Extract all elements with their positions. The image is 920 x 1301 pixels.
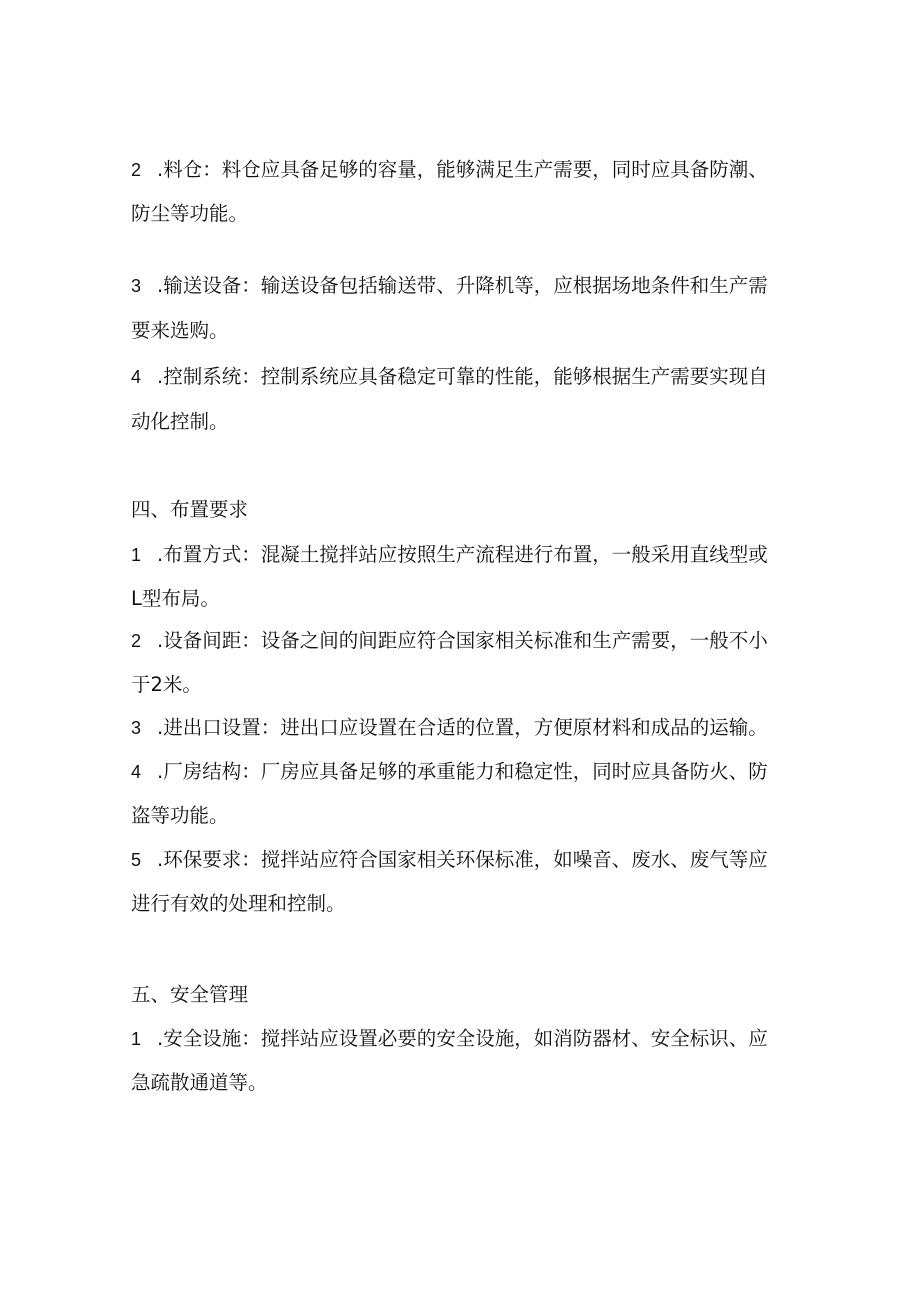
item-text: .控制系统：控制系统应具备稳定可靠的性能，能够根据生产需要实现自 xyxy=(157,365,768,388)
s5-item-1-line-2 xyxy=(131,1070,791,1096)
s4-item-5-line-2 xyxy=(131,891,791,917)
item-number: 5 xyxy=(131,850,142,870)
s4-item-3-line-1 xyxy=(131,715,791,741)
item-text: 进行有效的处理和控制。 xyxy=(131,892,346,915)
item-number: 3 xyxy=(131,718,142,738)
item-number: 1 xyxy=(131,545,142,565)
item-text: .环保要求：搅拌站应符合国家相关环保标准，如噪音、废水、废气等应 xyxy=(157,848,768,871)
item-text: .安全设施：搅拌站应设置必要的安全设施，如消防器材、安全标识、应 xyxy=(157,1027,768,1050)
s5-item-1-line-1 xyxy=(131,1026,791,1052)
item-4-line-1 xyxy=(131,364,791,390)
s4-item-4-line-2 xyxy=(131,803,791,829)
item-text: 动化控制。 xyxy=(131,410,229,433)
item-text: .设备间距：设备之间的间距应符合国家相关标准和生产需要，一般不小 xyxy=(157,629,768,652)
item-text: .布置方式：混凝土搅拌站应按照生产流程进行布置，一般采用直线型或 xyxy=(157,543,768,566)
item-text: .进出口设置：进出口应设置在合适的位置，方便原材料和成品的运输。 xyxy=(157,716,768,739)
item-number: 2 xyxy=(131,631,142,651)
item-2-line-2 xyxy=(131,201,791,227)
s4-item-2-line-2 xyxy=(131,672,791,698)
item-text: L型布局。 xyxy=(131,587,220,610)
item-text: .输送设备：输送设备包括输送带、升降机等，应根据场地条件和生产需 xyxy=(157,274,768,297)
item-3-line-1 xyxy=(131,273,791,299)
section-5-heading: 五、安全管理 xyxy=(131,983,249,1006)
item-text: 要来选购。 xyxy=(131,319,229,342)
item-number: 4 xyxy=(131,762,142,782)
s4-item-5-line-1 xyxy=(131,847,791,873)
section-4-heading: 四、布置要求 xyxy=(131,498,249,521)
item-3-line-2 xyxy=(131,318,791,344)
item-text: 盗等功能。 xyxy=(131,804,229,827)
s4-item-1-line-1 xyxy=(131,542,791,568)
item-number: 3 xyxy=(131,276,142,296)
item-2-line-1 xyxy=(131,157,791,183)
s4-item-1-line-2 xyxy=(131,586,791,612)
item-text: 防尘等功能。 xyxy=(131,202,249,225)
s4-item-2-line-1 xyxy=(131,628,791,654)
item-text: .厂房结构：厂房应具备足够的承重能力和稳定性，同时应具备防火、防 xyxy=(157,760,768,783)
item-text: .料仓：料仓应具备足够的容量，能够满足生产需要，同时应具备防潮、 xyxy=(157,158,768,181)
item-4-line-2 xyxy=(131,409,791,435)
item-number: 4 xyxy=(131,367,142,387)
item-text: 急疏散通道等。 xyxy=(131,1071,268,1094)
item-number: 2 xyxy=(131,160,142,180)
s4-item-4-line-1 xyxy=(131,759,791,785)
item-number: 1 xyxy=(131,1029,142,1049)
item-text: 于2米。 xyxy=(131,673,202,696)
